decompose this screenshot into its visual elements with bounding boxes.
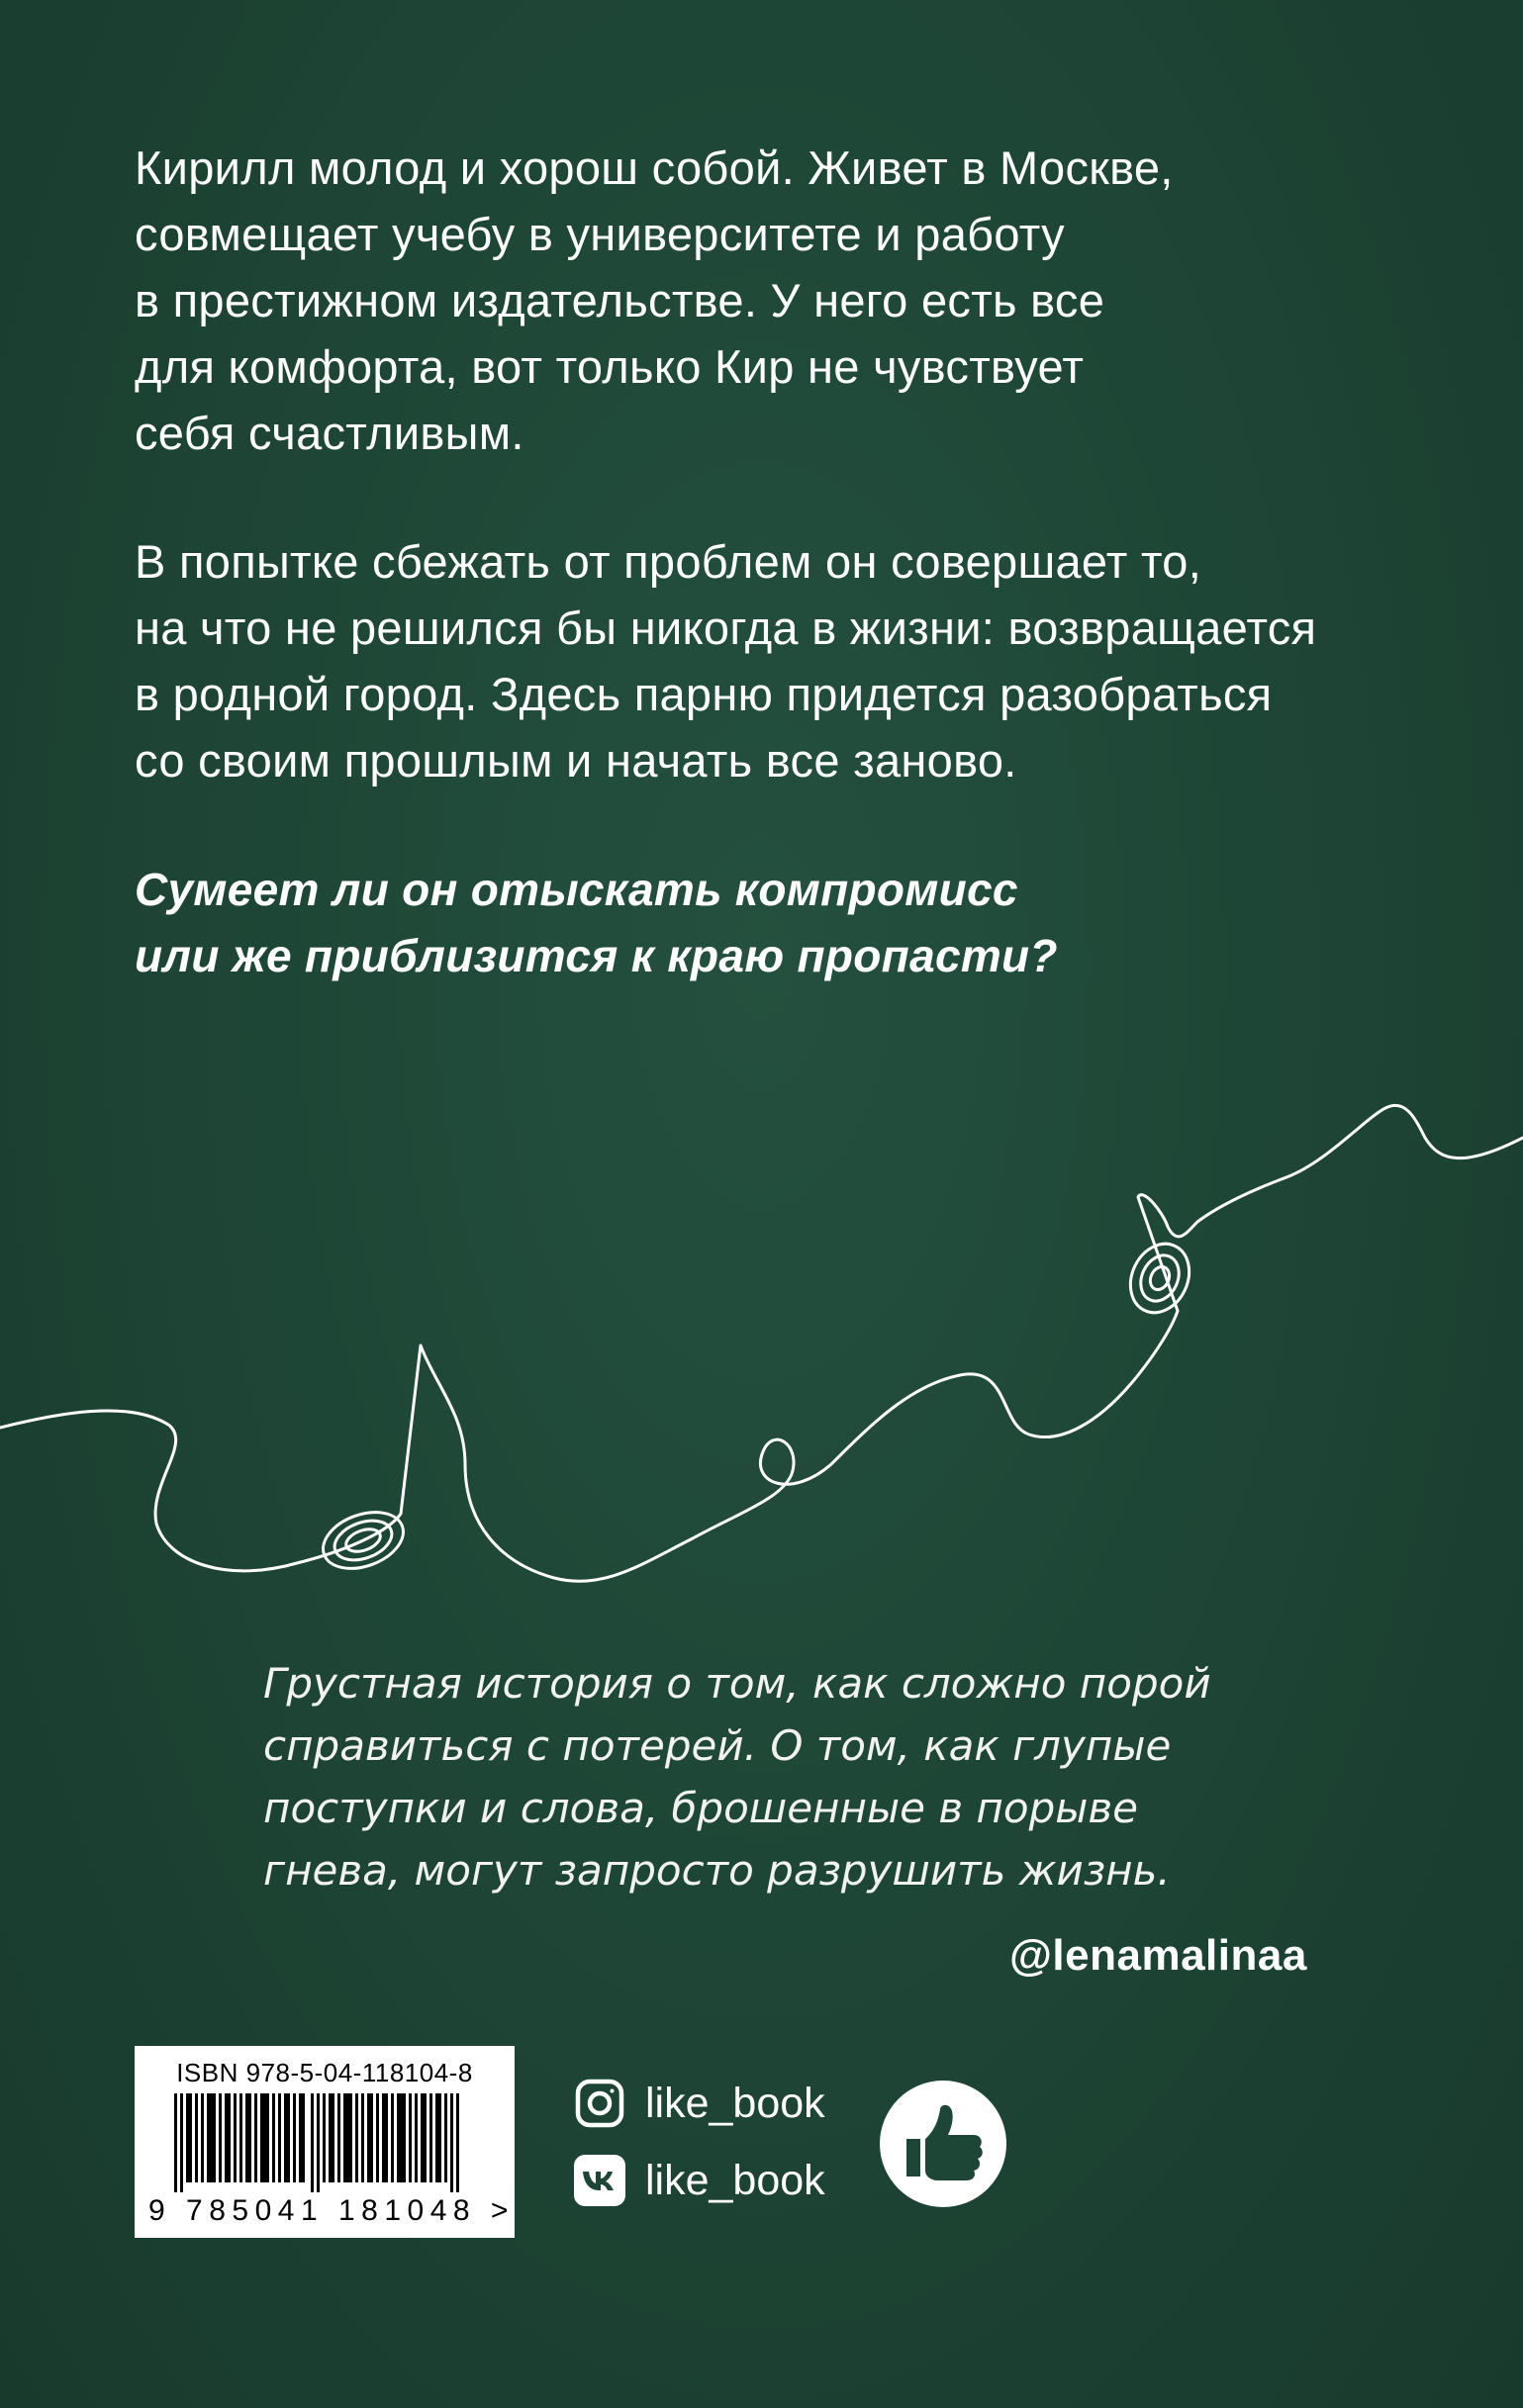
review-author: @lenamalinaa xyxy=(1009,1931,1307,1980)
text-line: на что не решился бы никогда в жизни: возвращается xyxy=(135,602,1317,654)
vk-icon xyxy=(574,2155,625,2206)
text-line: или же приблизится к краю пропасти? xyxy=(135,930,1058,981)
text-line: Сумеет ли он отыскать компромисс xyxy=(135,864,1018,915)
barcode-bars xyxy=(174,2093,481,2192)
text-line: В попытке сбежать от проблем он совершает то, xyxy=(135,535,1202,588)
vk-handle: like_book xyxy=(645,2156,825,2204)
isbn-number: ISBN 978-5-04-118104-8 xyxy=(176,2058,473,2087)
music-notes-line-illustration xyxy=(0,1049,1523,1603)
text-line: поступки и слова, брошенные в порыве xyxy=(263,1784,1138,1832)
social-vk[interactable] xyxy=(574,2155,825,2206)
text-line: совмещает учебу в университете и работу xyxy=(135,208,1065,260)
instagram-icon xyxy=(574,2078,625,2129)
isbn-barcode xyxy=(135,2046,515,2238)
text-line: Кирилл молод и хорош собой. Живет в Москве, xyxy=(135,141,1174,194)
instagram-handle: like_book xyxy=(645,2079,825,2127)
tagline-question xyxy=(135,857,1058,989)
ean-digits: 9 785041 181048 > xyxy=(148,2194,515,2227)
text-line: со своим прошлым и начать все заново. xyxy=(135,734,1017,787)
text-line: гнева, могут запросто разрушить жизнь. xyxy=(263,1846,1171,1895)
thumbs-up-icon xyxy=(879,2080,1007,2208)
text-line: в престижном издательстве. У него есть все xyxy=(135,274,1105,326)
description-paragraph-1 xyxy=(135,135,1174,466)
text-line: Грустная история о том, как сложно порой xyxy=(263,1659,1211,1708)
description-paragraph-2 xyxy=(135,528,1316,793)
social-instagram[interactable] xyxy=(574,2078,825,2129)
text-line: себя счастливым. xyxy=(135,407,524,459)
reader-review xyxy=(263,1652,1211,1901)
text-line: в родной город. Здесь парню придется разобраться xyxy=(135,668,1273,720)
text-line: для комфорта, вот только Кир не чувствует xyxy=(135,340,1085,393)
text-line: справиться с потерей. О том, как глупые xyxy=(263,1721,1172,1770)
